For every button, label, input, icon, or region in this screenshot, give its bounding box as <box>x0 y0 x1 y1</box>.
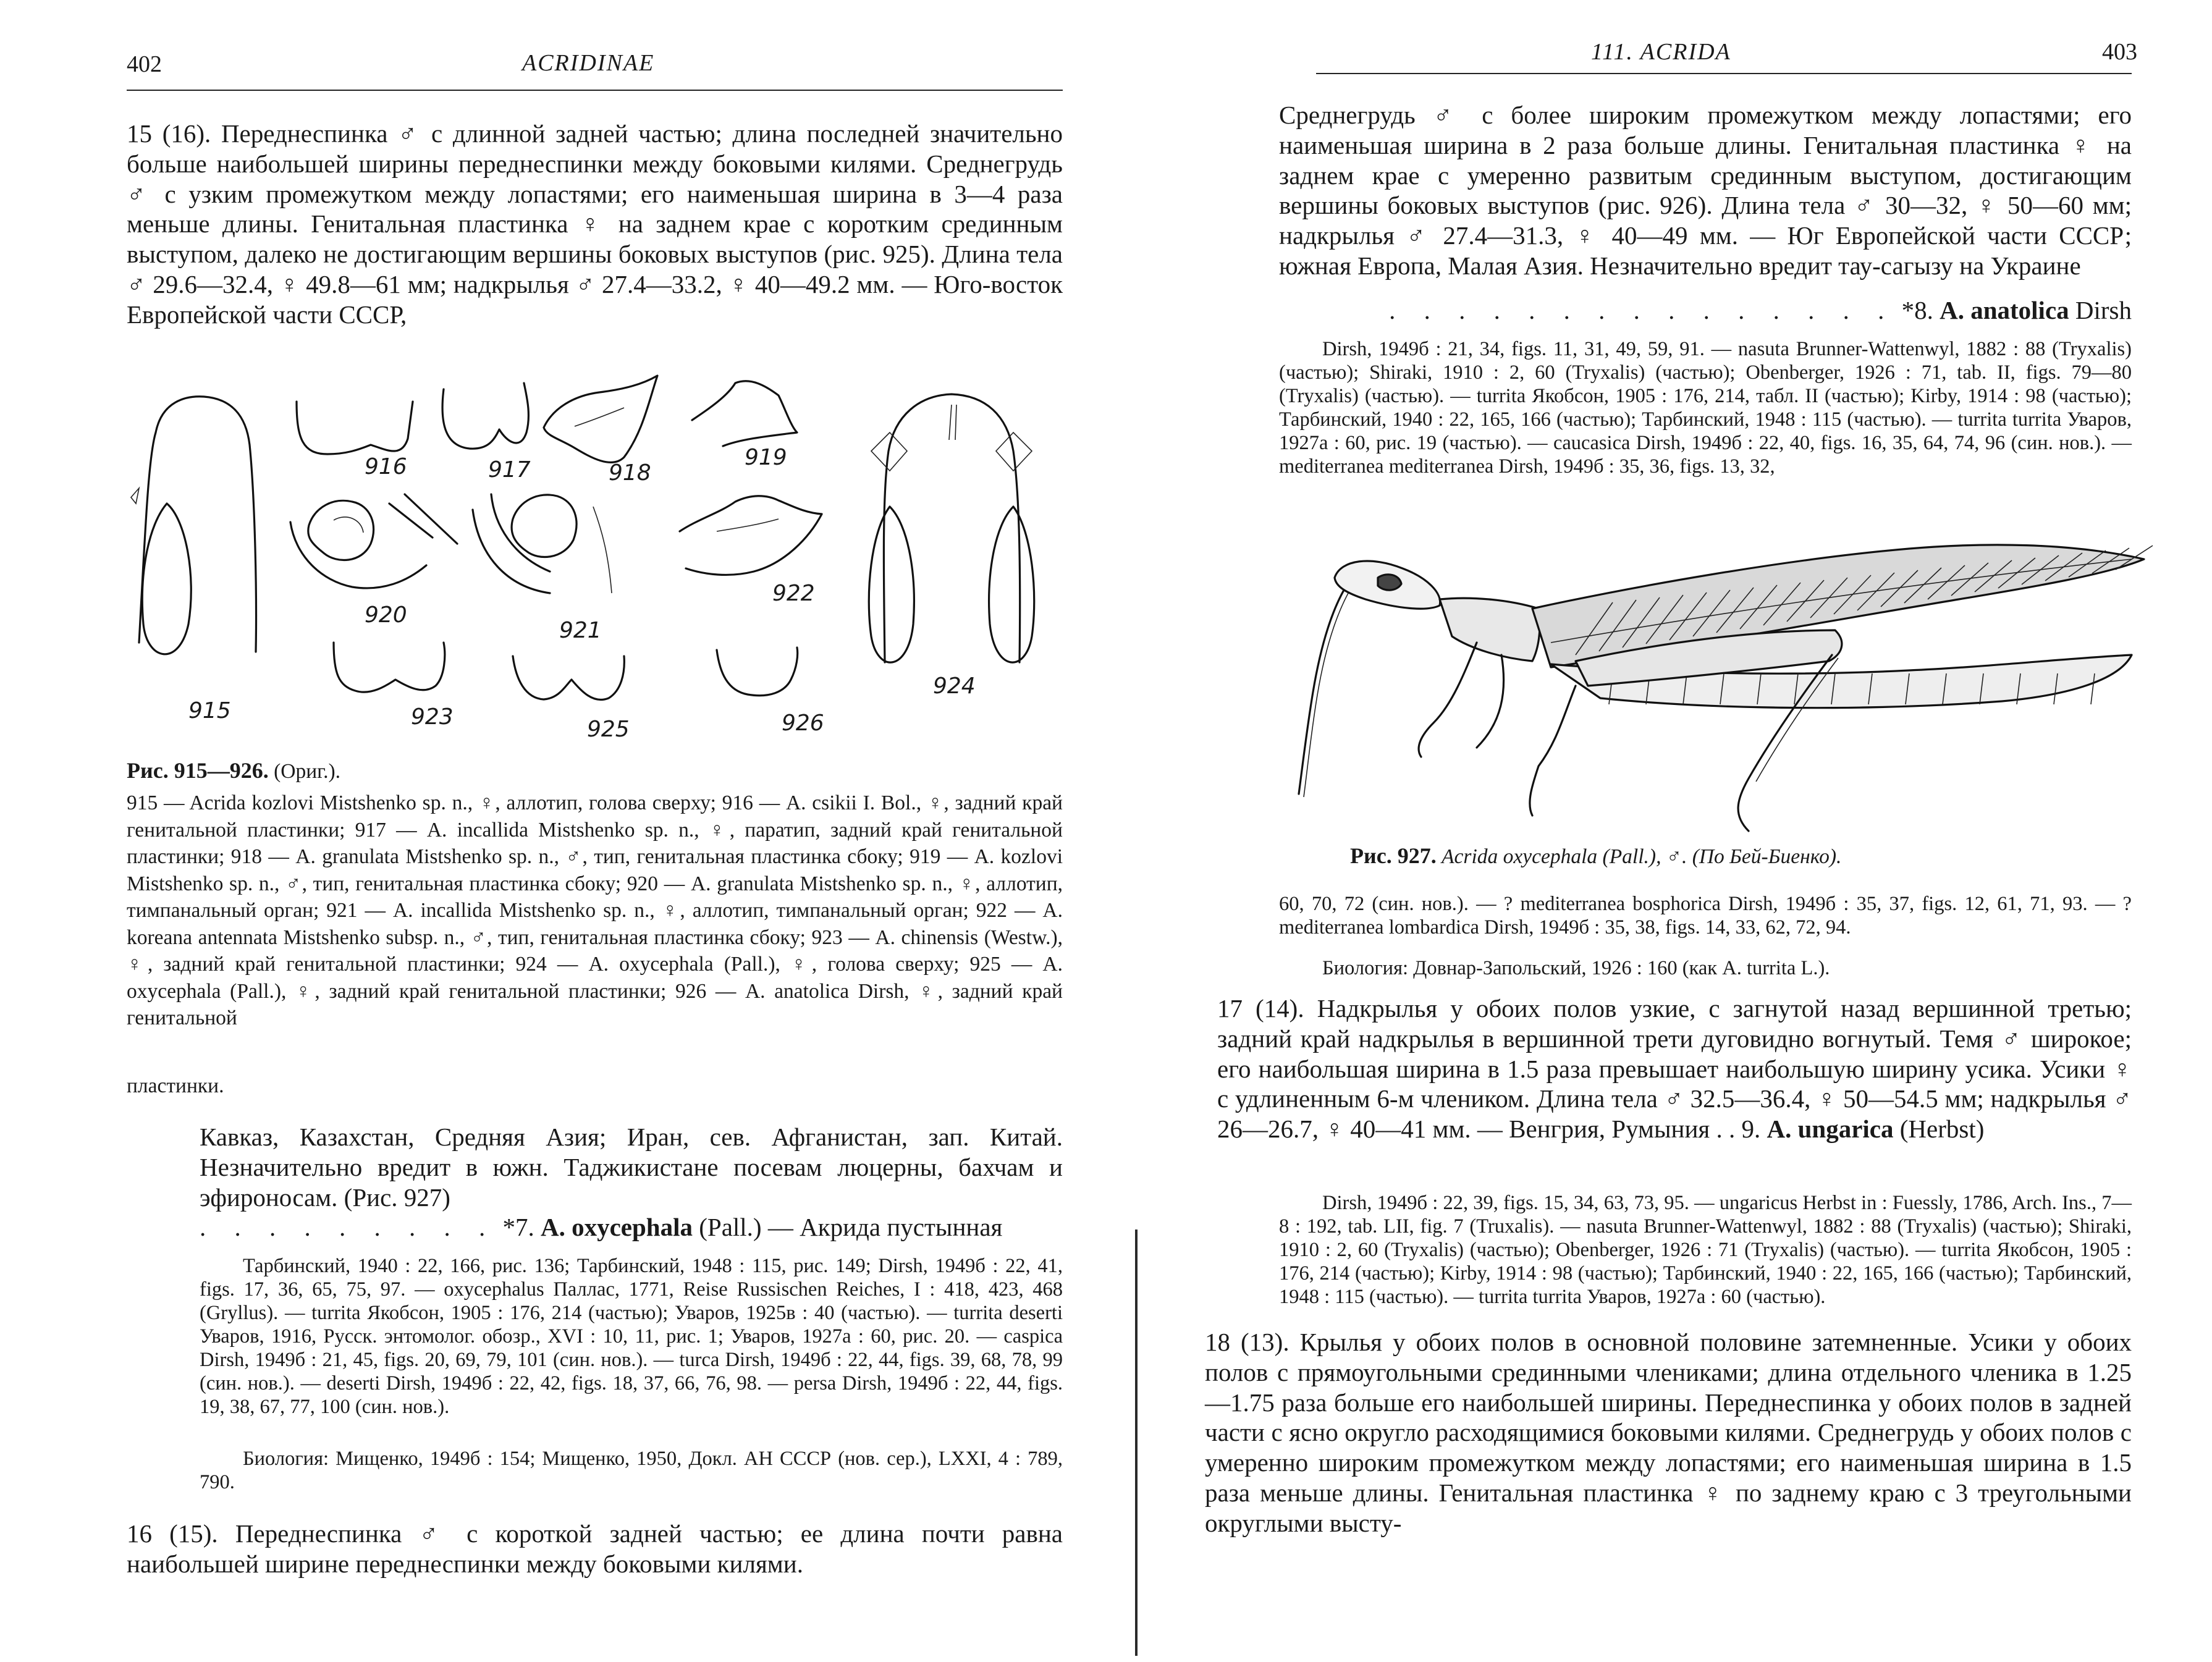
figure-label-916: 916 <box>365 454 407 479</box>
fig-920-tympanum <box>308 500 374 560</box>
fig-917-plate <box>442 383 528 449</box>
fig-918-detail <box>575 408 624 426</box>
fig-916-plate <box>297 402 413 454</box>
key-text-17: Надкрылья у обоих полов узкие, с загнутой назад вершинной третью; задний край надкрылья в вершинной трети дуговидно вогнутый. Темя ♂ широкое; его наибольшая ширина в 1.5 раза превышает наибольшую ширину усика. Усики ♀ с удлиненным 6-м члеником. Длина тела ♂ 32.5—36.4, ♀ 50—54.5 мм; надкрылья ♂ 26—26.7, ♀ 40—41 мм. — Венгрия, Румыния <box>1217 994 2132 1144</box>
figure-label-922: 922 <box>772 581 815 606</box>
figure-orig: (Ориг.). <box>274 760 340 783</box>
figure-927-title: Рис. 927. <box>1350 843 1437 868</box>
species-7-name: A. oxycephala <box>541 1213 693 1241</box>
figure-label-921: 921 <box>559 618 602 643</box>
figure-label-924: 924 <box>933 673 976 699</box>
key-number-18: 18 (13). <box>1205 1328 1290 1356</box>
running-head-left: ACRIDINAE <box>522 50 655 76</box>
species-7-heading <box>200 1212 1063 1242</box>
running-head-right: 111. ACRIDA <box>1591 39 1731 65</box>
dot-leader: . . . . . . . . . <box>200 1213 497 1241</box>
key-16-continuation: Среднегрудь ♂ с более широким промежутком между лопастями; его наименьшая ширина в 2 раза больше длины. Генитальная пластинка ♀ на заднем крае с умеренно развитым срединным выступом, достигающим вершины боковых выступов (рис. 926). Длина тела ♂ 30—32, ♀ 50—60 мм; надкрылья ♂ 27.4—31.3, ♀ 40—49 мм. — Юг Европейской части СССР; южная Европа, Малая Азия. Незначительно вредит тау-сагызу на Украине <box>1279 101 2132 280</box>
figure-label-917: 917 <box>488 457 531 483</box>
dot-leader-9: . . <box>1716 1115 1736 1144</box>
key-15-continuation: Кавказ, Казахстан, Средняя Азия; Иран, сев. Афганистан, зап. Китай. Незначительно вредит в южн. Таджикистане посевам люцерны, бахчам и эфироносам. (Рис. 927) <box>200 1123 1063 1212</box>
fig-920-inner <box>334 517 363 533</box>
fig-915-eye <box>142 504 191 654</box>
grasshopper-fore-leg-2 <box>1477 655 1504 748</box>
figure-927-text: Acrida oxycephala (Pall.), ♂. (По Бей-Биенко). <box>1442 845 1842 868</box>
species-7-number: *7. <box>502 1213 534 1241</box>
key-couplet-16 <box>127 1519 1063 1579</box>
fig-924-fastigium <box>949 405 956 440</box>
fig-920-line-a <box>389 504 433 538</box>
grasshopper-fore-leg <box>1419 643 1477 757</box>
species-9-number: 9. <box>1741 1115 1761 1144</box>
key-number-15: 15 (16). <box>127 119 211 148</box>
fig-920-arc <box>290 522 426 588</box>
fig-919-plate <box>692 381 797 446</box>
fig-922-detail <box>717 519 779 531</box>
synonymy-species-7: Тарбинский, 1940 : 22, 166, рис. 136; Тарбинский, 1948 : 115, рис. 149; Dirsh, 1949б : 22, 41, figs. 17, 36, 65, 75, 97. — oxycephalus Паллас, 1771, Reise Russischen Reiches, I : 418, 423, 468 (Gryllus). — turrita Якобсон, 1905 : 176, 214 (частью); Уваров, 1925в : 40 (частью). — turrita deserti Уваров, 1916, Русск. энтомолог. обозр., XVI : 10, 11, рис. 1; Уваров, 1927а : 60, рис. 20. — caspica Dirsh, 1949б : 21, 45, figs. 20, 69, 79, 101 (син. нов.). — turca Dirsh, 1949б : 22, 44, figs. 39, 68, 78, 99 (син. нов.). — deserti Dirsh, 1949б : 22, 42, figs. 18, 37, 66, 76, 98. — persa Dirsh, 1949б : 22, 44, figs. 19, 38, 67, 77, 100 (син. нов.). <box>200 1255 1063 1419</box>
fig-926-plate <box>717 648 798 696</box>
fig-918-plate <box>544 376 657 462</box>
fig-925-plate <box>513 656 624 700</box>
fig-921-line <box>593 507 612 593</box>
grasshopper-antenna-2 <box>1304 593 1348 797</box>
key-text-15: Переднеспинка ♂ с длинной задней частью; длина последней значительно больше наибольшей ширины переднеспинки между боковыми килями. Среднегрудь ♂ с узким промежутком между лопастями; его наименьшая ширина в 3—4 раза меньше длины. Генитальная пластинка ♀ на заднем крае с коротким срединным выступом, далеко не достигающим вершины боковых выступов (рис. 925). Длина тела ♂ 29.6—32.4, ♀ 49.8—61 мм; надкрылья ♂ 27.4—33.2, ♀ 40—49.2 мм. — Юго-восток Европейской части СССР, <box>127 119 1063 329</box>
dot-leader-8: . . . . . . . . . . . . . . . <box>1389 296 1896 324</box>
grasshopper-antenna <box>1299 590 1344 794</box>
synonymy-species-9: Dirsh, 1949б : 22, 39, figs. 15, 34, 63, 73, 95. — ungaricus Herbst in : Fuessly, 1786, Arch. Ins., 7—8 : 192, tab. LII, fig. 7 (Truxalis). — nasuta Brunner-Wattenwyl, 1882 : 88 (Tryxalis) (частью); Shiraki, 1910 : 2, 60 (Tryxalis) (частью); Obenberger, 1926 : 71 (Tryxalis) (частью). — turrita Якобсон, 1905 : 176, 214 (частью); Kirby, 1914 : 98 (частью); Тарбинский, 1940 : 22, 165, 166 (частью); Тарбинский, 1948 : 115 (частью). — turrita turrita Уваров, 1927а : 60 (частью). <box>1279 1192 2132 1309</box>
key-number-16: 16 (15). <box>127 1519 218 1548</box>
fig-922-plate <box>680 496 822 575</box>
synonymy-species-8-cont: 60, 70, 72 (син. нов.). — ? mediterranea bosphorica Dirsh, 1949б : 35, 37, figs. 12, 61, 71, 93. — ? mediterranea lombardica Dirsh, 1949б : 35, 38, figs. 14, 33, 62, 72, 94. <box>1279 893 2132 939</box>
figure-label-925: 925 <box>587 717 630 742</box>
figure-caption-end: пластинки. <box>127 1074 224 1097</box>
fig-921-tympanum <box>512 495 576 557</box>
figure-927-grasshopper <box>1106 0 2212 865</box>
species-8-author: Dirsh <box>2075 296 2132 324</box>
key-couplet-18 <box>1205 1327 2132 1538</box>
right-page <box>1106 0 2212 1662</box>
figure-label-920: 920 <box>365 602 407 628</box>
fig-924-eye-left <box>869 507 914 662</box>
biology-species-7: Биология: Мищенко, 1949б : 154; Мищенко, 1950, Докл. АН СССР (нов. сер.), LXXI, 4 : 789, 790. <box>200 1448 1063 1494</box>
figure-915-926 <box>0 0 1106 754</box>
figure-caption-915-926: 915 — Acrida kozlovi Mistshenko sp. n., ♀, аллотип, голова сверху; 916 — A. csikii I. Bol., ♀, задний край генитальной пластинки; 917 — A. incallida Mistshenko sp. n., ♀, паратип, задний край генитальной пластинки; 918 — A. granulata Mistshenko sp. n., ♂, тип, генитальная пластинка сбоку; 919 — A. kozlovi Mistshenko sp. n., ♂, тип, генитальная пластинка сбоку; 920 — A. granulata Mistshenko sp. n., ♀, аллотип, тимпанальный орган; 921 — A. incallida Mistshenko sp. n., ♀, аллотип, тимпанальный орган; 922 — A. koreana antennata Mistshenko subsp. n., ♂, тип, генитальная пластинка сбоку; 923 — A. chinensis (Westw.), ♀, задний край генитальной пластинки; 924 — A. oxycephala (Pall.), ♀, голова сверху; 925 — A. oxycephala (Pall.), ♀, задний край генитальной пластинки; 926 — A. anatolica Dirsh, ♀, задний край генитальной <box>127 791 1063 1030</box>
figure-label-918: 918 <box>609 460 651 486</box>
biology-species-8: Биология: Довнар-Запольский, 1926 : 160 (как A. turrita L.). <box>1322 957 1830 979</box>
species-9-name: A. ungarica <box>1767 1115 1894 1144</box>
key-text-18: Крылья у обоих полов в основной половине затемненные. Усики у обоих полов с прямоугольными срединными члениками; длина отдельного членика в 1.25—1.75 раза больше его наибольшей ширины. Переднеспинка у обоих полов в задней части с ясно округло расходящимися боковыми килями. Среднегрудь у обоих полов с умеренно широким промежутком между лопастями; его наименьшая ширина в 1.5 раза меньше длины. Генитальная пластинка ♀ по заднему краю с 3 треугольными округлыми высту- <box>1205 1328 2132 1537</box>
figure-label-926: 926 <box>782 711 824 736</box>
page-number-right: 403 <box>2102 39 2137 65</box>
fig-923-plate <box>334 643 445 692</box>
grasshopper-eye <box>1378 575 1401 590</box>
synonymy-species-8: Dirsh, 1949б : 21, 34, figs. 11, 31, 49, 59, 91. — nasuta Brunner-Wattenwyl, 1882 : 88 (Tryxalis) (частью); Shiraki, 1910 : 2, 60 (Tryxalis) (частью); Obenberger, 1926 : 71, tab. II, figs. 79—80 (Tryxalis) (частью). — turrita Якобсон, 1905 : 176, 214, табл. II (частью); Kirby, 1914 : 98 (частью); Тарбинский, 1940 : 22, 165, 166 (частью); Тарбинский, 1948 : 115 (частью). — turrita turrita Уваров, 1927а : 60, рис. 19 (частью). — caucasica Dirsh, 1949б : 22, 40, figs. 16, 35, 64, 74, 96 (син. нов.). — mediterranea mediterranea Dirsh, 1949б : 35, 36, figs. 13, 32, <box>1279 338 2132 478</box>
fig-915-mark <box>131 488 139 504</box>
figure-label-919: 919 <box>745 445 787 470</box>
key-number-17: 17 (14). <box>1217 994 1304 1023</box>
grasshopper-pronotum <box>1440 598 1540 661</box>
species-7-author: (Pall.) — Акрида пустынная <box>699 1213 1003 1241</box>
grasshopper-mid-leg <box>1530 686 1576 816</box>
figure-caption-title-915 <box>127 756 1063 785</box>
key-text-16: Переднеспинка ♂ с короткой задней частью; ее длина почти равна наибольшей ширине переднеспинки между боковыми килями. <box>127 1519 1063 1578</box>
page-number-left: 402 <box>127 51 162 77</box>
species-8-name: A. anatolica <box>1940 296 2069 324</box>
species-9-author: (Herbst) <box>1899 1115 1985 1144</box>
fig-915-head-outline <box>139 397 256 652</box>
figure-label-923: 923 <box>411 704 454 730</box>
key-couplet-17 <box>1217 993 2132 1144</box>
fig-924-eye-right <box>989 507 1034 662</box>
figure-label-915: 915 <box>188 698 231 723</box>
figure-caption-927 <box>1350 842 2129 871</box>
species-8-number: *8. <box>1901 296 1933 324</box>
figure-title: Рис. 915—926. <box>127 758 269 783</box>
